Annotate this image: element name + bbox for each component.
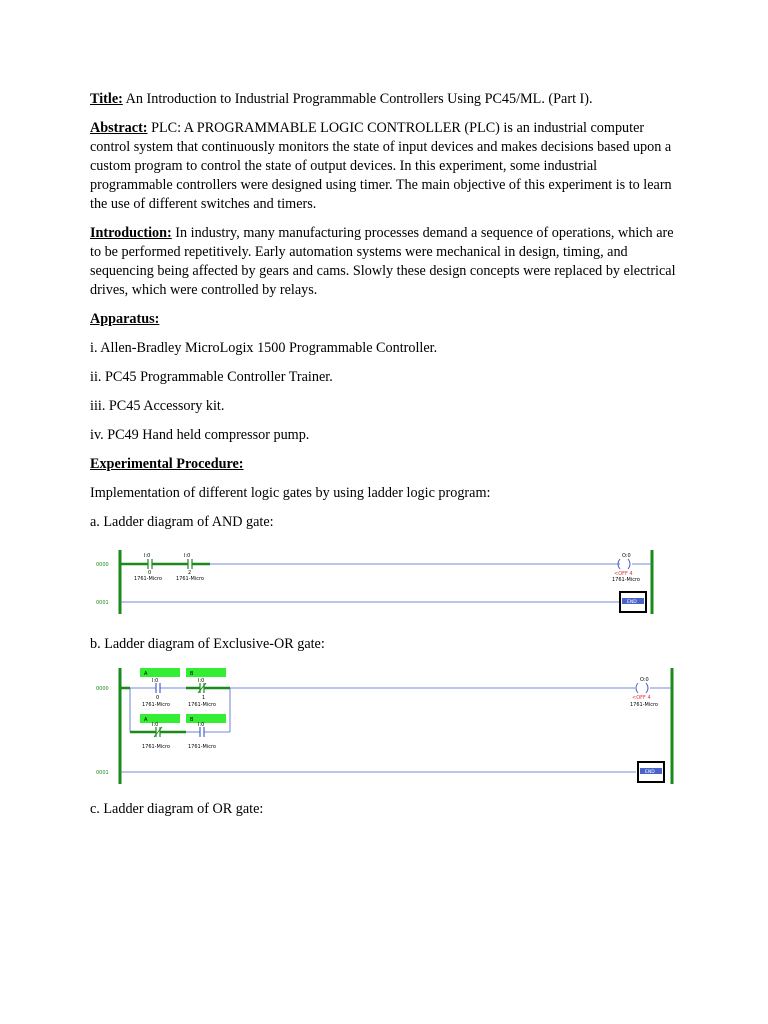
contact-bit: 0 — [148, 570, 152, 576]
xor-gate-ladder-diagram — [90, 666, 680, 788]
xor-ladder-svg — [90, 666, 680, 788]
abstract-text: PLC: A PROGRAMMABLE LOGIC CONTROLLER (PLC) is an industrial computer control system that continuously monitors the state of input devices and makes decisions based upon a custom program to control the state of output devices. In this experiment, some industrial programmable controllers were designed using timer. The main objective of this experiment is to learn the use of different switches and timers. — [90, 120, 672, 212]
caption-and-gate: a. Ladder diagram of AND gate: — [90, 514, 274, 530]
apparatus-item: i. Allen-Bradley MicroLogix 1500 Programmable Controller. — [90, 340, 438, 356]
contact-address: I:0 — [152, 722, 159, 728]
coil-device: 1761-Micro — [630, 702, 658, 708]
contact-bit: 0 — [156, 695, 160, 701]
tag-label: A — [144, 717, 148, 723]
contact-device: 1761-Micro — [176, 576, 204, 582]
coil-tag: <OFF 4 — [632, 695, 651, 701]
title-paragraph — [90, 90, 680, 109]
coil-address: O:0 — [640, 677, 649, 683]
apparatus-item: iv. PC49 Hand held compressor pump. — [90, 427, 310, 443]
and-ladder-svg — [90, 548, 670, 618]
end-label: END — [645, 770, 655, 775]
rung-number: 0001 — [96, 770, 109, 776]
coil-address: O:0 — [622, 553, 631, 559]
procedure-heading: Experimental Procedure: — [90, 456, 244, 472]
rung-number: 0001 — [96, 600, 109, 606]
contact-device: 1761-Micro — [142, 744, 170, 750]
rung-number: 0000 — [96, 562, 109, 568]
output-coil-icon — [636, 683, 638, 693]
caption-or-gate: c. Ladder diagram of OR gate: — [90, 801, 264, 817]
introduction-text: In industry, many manufacturing processes demand a sequence of operations, which are to be performed repetitively. Early automation systems were mechanical in design, timing, and sequencing being affected by gears and cams. Slowly these design concepts were replaced by electrical drives, which were controlled by relays. — [90, 225, 676, 298]
contact-address: I:0 — [198, 722, 205, 728]
contact-bit: 1 — [202, 695, 206, 701]
contact-device: 1761-Micro — [134, 576, 162, 582]
apparatus-item: ii. PC45 Programmable Controller Trainer. — [90, 369, 333, 385]
title-text: An Introduction to Industrial Programmable Controllers Using PC45/ML. (Part I). — [125, 91, 593, 107]
tag-label: A — [144, 671, 148, 677]
abstract-paragraph — [90, 119, 680, 214]
introduction-label: Introduction: — [90, 225, 172, 241]
contact-device: 1761-Micro — [142, 702, 170, 708]
coil-device: 1761-Micro — [612, 577, 640, 583]
procedure-intro: Implementation of different logic gates by using ladder logic program: — [90, 485, 491, 501]
contact-device: 1761-Micro — [188, 744, 216, 750]
contact-bit: 2 — [188, 570, 192, 576]
title-label: Title: — [90, 91, 123, 107]
apparatus-item: iii. PC45 Accessory kit. — [90, 398, 225, 414]
contact-address: I:0 — [198, 678, 205, 684]
output-coil-icon — [646, 683, 648, 693]
tag-label: B — [190, 671, 194, 677]
contact-address: I:0 — [184, 553, 191, 559]
contact-address: I:0 — [144, 553, 151, 559]
caption-xor-gate: b. Ladder diagram of Exclusive-OR gate: — [90, 636, 325, 652]
coil-tag: <OFF 4 — [614, 571, 633, 577]
apparatus-heading: Apparatus: — [90, 311, 160, 327]
tag-label: B — [190, 717, 194, 723]
rung-number: 0000 — [96, 686, 109, 692]
document-body — [90, 90, 680, 542]
abstract-label: Abstract: — [90, 120, 148, 136]
output-coil-icon — [628, 559, 630, 569]
contact-address: I:0 — [152, 678, 159, 684]
end-label: END — [627, 600, 637, 605]
introduction-paragraph — [90, 224, 680, 300]
and-gate-ladder-diagram — [90, 548, 670, 618]
contact-device: 1761-Micro — [188, 702, 216, 708]
